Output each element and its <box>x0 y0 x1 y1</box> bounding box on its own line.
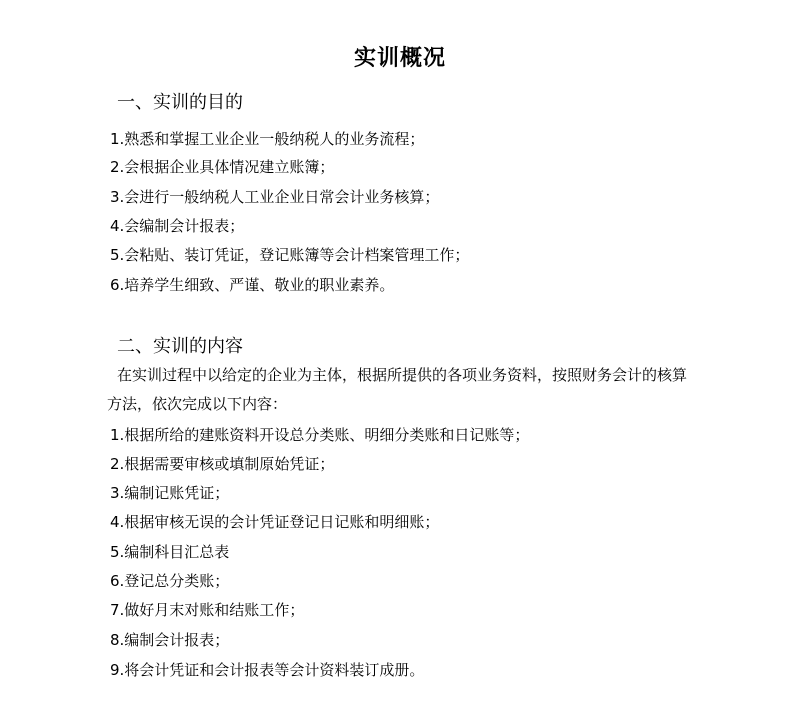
paragraph-line: 在实训过程中以给定的企业为主体，根据所提供的各项业务资料，按照财务会计的核算 <box>117 366 688 384</box>
section-heading-purpose: 一、实训的目的 <box>117 92 243 113</box>
list-item: 2.会根据企业具体情况建立账簿； <box>110 158 335 176</box>
list-item: 5.会粘贴、装订凭证，登记账簿等会计档案管理工作； <box>110 246 470 264</box>
list-item: 5.编制科目汇总表 <box>110 543 230 561</box>
list-item: 9.将会计凭证和会计报表等会计资料装订成册。 <box>110 661 425 679</box>
paragraph-line: 方法，依次完成以下内容： <box>107 395 288 413</box>
page-title: 实训概况 <box>353 46 446 71</box>
list-item: 4.会编制会计报表； <box>110 217 245 235</box>
list-item: 1.根据所给的建账资料开设总分类账、明细分类账和日记账等； <box>110 426 530 444</box>
list-item: 3.会进行一般纳税人工业企业日常会计业务核算； <box>110 188 440 206</box>
list-item: 6.登记总分类账； <box>110 572 230 590</box>
section-heading-content: 二、实训的内容 <box>117 336 243 357</box>
list-item: 2.根据需要审核或填制原始凭证； <box>110 455 335 473</box>
list-item: 7.做好月末对账和结账工作； <box>110 601 305 619</box>
list-item: 4.根据审核无误的会计凭证登记日记账和明细账； <box>110 513 440 531</box>
list-item: 1.熟悉和掌握工业企业一般纳税人的业务流程； <box>110 130 425 148</box>
list-item: 3.编制记账凭证； <box>110 484 230 502</box>
list-item: 6.培养学生细致、严谨、敬业的职业素养。 <box>110 276 395 294</box>
list-item: 8.编制会计报表； <box>110 631 230 649</box>
